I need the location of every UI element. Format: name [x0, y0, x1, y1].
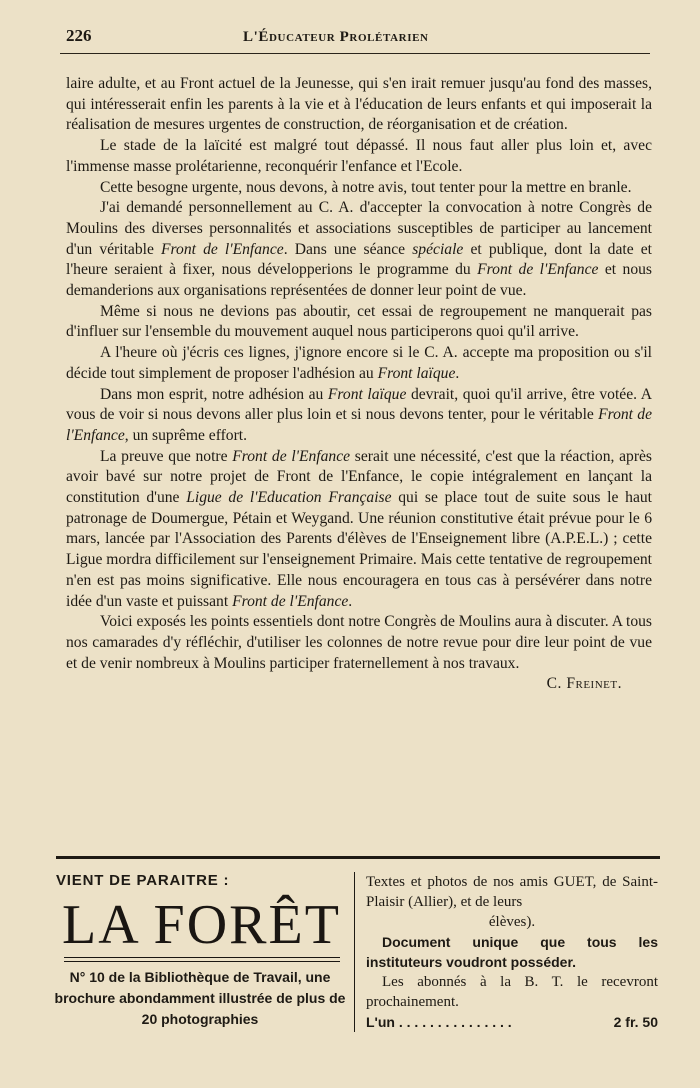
paragraph — [66, 178, 652, 199]
journal-title: L'Éducateur Prolétarien — [243, 29, 429, 45]
paragraph-text: qui se place tout de suite sous le haut patronage de Doumergue, Pétain et Weygand. Une réunion constitutive était prévue pour le 6 mars, lancée par l'Association des Parents d'élèves de l'Enseignement libre (A.P.E.L.) ; cette Ligue mordra difficilement sur l'enseignement Primaire. Mais cette tentative de regroupement n'en est pas moins significative. Elle nous encouragera en tous cas à persévérer dans notre idée d'un vaste et puissant — [66, 489, 652, 610]
paragraph-text: et publique, dont la date et l'heure seraient à fixer, nous développerions le programme du — [66, 240, 653, 279]
advert-highlight: Document unique que tous les instituteurs voudront posséder. — [366, 934, 658, 970]
paragraph — [66, 612, 652, 674]
page-number: 226 — [66, 26, 92, 45]
advert-credits: Textes et photos de nos amis GUET, de Saint-Plaisir (Allier), et de leurs — [366, 874, 658, 910]
paragraph-text: serait une nécessité, c'est que la réaction, après avoir bavé sur notre projet de Front de l'Enfance, le copie intégralement en lançant la constitution d'une — [66, 447, 652, 507]
advert-subscribers: Les abonnés à la B. T. le recevront prochainement. — [366, 974, 658, 1010]
article-body — [66, 74, 652, 695]
advert-title: LA FORÊT — [62, 894, 341, 956]
header-rule — [60, 53, 650, 54]
advert-kicker: VIENT DE PARAITRE : — [56, 872, 230, 889]
paragraph-text: et nous demanderions aux organisations représentées de donner leur point de vue. — [66, 261, 652, 300]
paragraph-text: Le stade de la laïcité est malgré tout dépassé. Il nous faut aller plus loin et, avec l'immense masse prolétarienne, reconquérir l'enfance et l'Ecole. — [66, 137, 652, 175]
signature: C. Freinet. — [546, 675, 622, 693]
advert-right — [366, 872, 658, 1032]
underline-rule — [64, 957, 340, 958]
paragraph — [66, 302, 652, 343]
advert-description: N° 10 de la Bibliothèque de Travail, une brochure abondamment illustrée de plus de 20 photographies — [54, 969, 346, 1027]
section-divider — [56, 856, 660, 859]
paragraph — [66, 447, 652, 613]
emphasis: Ligue de l'Education Française — [186, 489, 392, 507]
emphasis: Front de l'Enfance — [477, 261, 599, 279]
emphasis: Front de l'Enfance — [66, 406, 652, 444]
paragraph-text: , un suprême effort. — [124, 426, 248, 444]
paragraph-text: . — [455, 364, 460, 382]
paragraph-text: Dans mon esprit, notre adhésion au — [100, 385, 328, 403]
paragraph-text: . — [348, 592, 353, 610]
emphasis: spéciale — [412, 240, 464, 258]
paragraph-text: Même si nous ne devions pas aboutir, cet essai de regroupement ne manquerait pas d'influer sur l'ensemble du mouvement auquel nous participerons quoi qu'il arrive. — [66, 302, 652, 341]
paragraph-text: laire adulte, et au Front actuel de la Jeunesse, qui s'en irait remuer jusqu'au fond des masses, qui intéresserait enfin les parents à la vie et à l'éducation de leurs enfants et qui imposerait la réalisation de mesures urgentes de construction, de réorganisation et de création. — [66, 75, 652, 134]
paragraph — [66, 136, 652, 177]
paragraph — [66, 198, 652, 302]
advert-credits-end: élèves). — [488, 914, 536, 930]
paragraph-text: J'ai demandé personnellement au C. A. d'accepter la convocation à notre Congrès de Moulins des diverses personnalités et associations susceptibles de participer au lancement d'un véritable — [66, 199, 652, 258]
paragraph-text: Cette besogne urgente, nous devons, à notre avis, tout tenter pour la mettre en branle. — [100, 178, 632, 196]
signature-line — [66, 674, 652, 695]
title-underline — [64, 957, 340, 963]
emphasis: Front de l'Enfance — [161, 240, 284, 258]
emphasis: Front laïque — [327, 385, 407, 403]
emphasis: Front de l'Enfance — [232, 447, 351, 465]
paragraph — [66, 74, 652, 136]
column-separator — [354, 872, 355, 1032]
price-value: 2 fr. 50 — [613, 1014, 658, 1030]
price-label: L'un . . . . . . . . . . . . . . . — [366, 1014, 512, 1030]
paragraph-text: . Dans une séance — [283, 240, 413, 258]
paragraph — [66, 385, 652, 447]
paragraph-text: La preuve que notre — [100, 447, 233, 465]
emphasis: Front laïque — [377, 364, 456, 382]
price-row — [366, 1012, 658, 1032]
paragraph-text: devrait, quoi qu'il arrive, être votée. A vous de voir si nous devons aller plus loin et si nous devons tenter, pour le véritable — [66, 385, 652, 424]
underline-rule — [64, 961, 340, 962]
advert-left — [52, 872, 348, 1030]
paragraph-text: A l'heure où j'écris ces lignes, j'ignore encore si le C. A. accepte ma proposition ou s'il décide tout simplement de proposer l'adhésion au — [66, 344, 652, 382]
paragraph — [66, 343, 652, 384]
paragraph-text: Voici exposés les points essentiels dont notre Congrès de Moulins aura à discuter. A tous nos camarades d'y réfléchir, d'utiliser les colonnes de notre revue pour dire leur point de vue et de venir nombreux à Moulins participer fraternellement à nos travaux. — [66, 613, 652, 672]
emphasis: Front de l'Enfance — [232, 592, 349, 610]
